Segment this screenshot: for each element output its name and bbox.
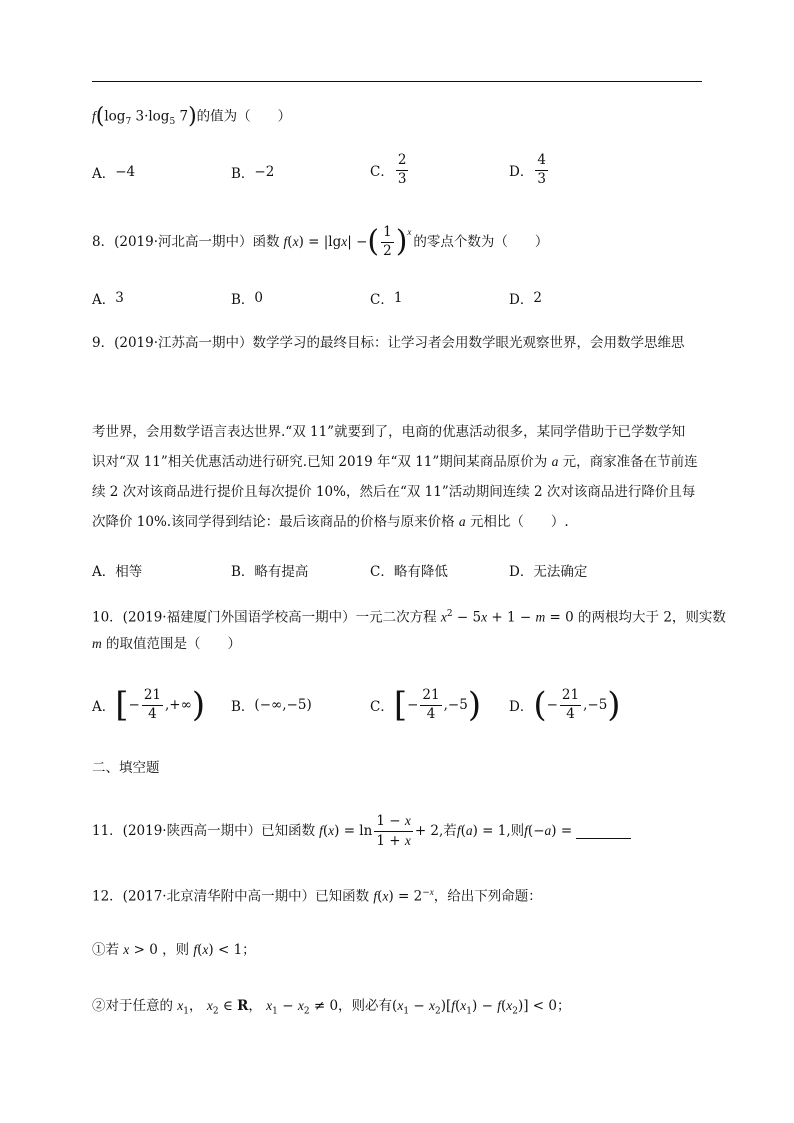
q7-option-a[interactable]: A． −4 [92, 164, 136, 182]
q11-stem: 11．(2019·陕西高一期中）已知函数 f ( x ) = ln $\frac{1 - x}{1 + x}$ + 2 ,若 f ( a ) = 1 ,则 f (− a ) = [92, 814, 631, 848]
q10-option-b[interactable]: B． (−∞,−5) [231, 697, 312, 715]
q7-stem: $f(\log_7$ $3\cdot\log_5$ 7)的值为（ ） [92, 104, 292, 129]
q12-item-1: ①若 x > 0 ，则 f(x) < 1； [92, 942, 256, 958]
q9-option-d[interactable]: D． 无法确定 [509, 564, 588, 580]
q10-option-a[interactable]: A． [ − $\frac{21}{4}$ ,+∞ ) [92, 685, 206, 725]
q9-option-a[interactable]: A． 相等 [92, 564, 143, 580]
q7-option-c[interactable]: C． $\frac{2}{3}$ [370, 152, 407, 187]
q12-item-2: ②对于任意的 $x_1$， $x_2$ ∈ R， $x_1 - x_2 \ne 0$，则必有$(x_1 - x_2)[f(x_1) - f(x_2)] < 0$； [92, 998, 571, 1017]
q7-option-d[interactable]: D． $\frac{4}{3}$ [509, 152, 546, 187]
header-rule [92, 81, 702, 82]
q8-option-c[interactable]: C． 1 [370, 290, 403, 308]
section-title: 二、填空题 [92, 760, 160, 776]
q9-line-2: 考世界，会用数学语言表达世界.“双 11”就要到了，电商的优惠活动很多，某同学借助于已学数学知 [92, 424, 686, 440]
q8-stem: 8．(2019·河北高一期中）函数 f ( x ) = |lg x | − ( $\frac{1}{2}$ ) $^x$ 的零点个数为（ ） [92, 224, 549, 259]
q9-line-4: 续 2 次对该商品进行提价且每次提价 10%，然后在“双 11”活动期间连续 2 次对该商品进行降价且每 [92, 484, 696, 500]
q10-option-c[interactable]: C． [ − $\frac{21}{4}$ ,−5 ) [370, 685, 482, 725]
q8-option-d[interactable]: D． 2 [509, 290, 542, 308]
q9-line-1: 9．(2019·江苏高一期中）数学学习的最终目标：让学习者会用数学眼光观察世界，会用数学思维思 [92, 335, 685, 351]
q9-option-b[interactable]: B． 略有提高 [231, 564, 309, 580]
q8-option-b[interactable]: B． 0 [231, 290, 264, 308]
q7-option-b[interactable]: B． −2 [231, 164, 275, 182]
q9-line-3: 识对“双 11”相关优惠活动进行研究.已知 2019 年“双 11”期间某商品原价为 a 元，商家准备在节前连 [92, 454, 698, 470]
q10-option-d[interactable]: D． ( − $\frac{21}{4}$ ,−5 ) [509, 685, 621, 725]
q8-option-a[interactable]: A． 3 [92, 290, 124, 308]
q10-stem-line-1: 10．(2019·福建厦门外国语学校高一期中）一元二次方程 $x^2 - 5x + 1 - m = 0$ 的两根均大于 2，则实数 [92, 609, 726, 626]
q10-stem-line-2: m 的取值范围是（ ） [92, 636, 242, 652]
q9-option-c[interactable]: C． 略有降低 [370, 564, 448, 580]
q9-line-5: 次降价 10%.该同学得到结论：最后该商品的价格与原来价格 a 元相比（ ）. [92, 514, 569, 530]
q12-stem: 12．(2017·北京清华附中高一期中）已知函数 $f(x) = 2^{-x}$，给出下列命题： [92, 887, 542, 905]
q11-answer-blank[interactable] [576, 824, 631, 839]
